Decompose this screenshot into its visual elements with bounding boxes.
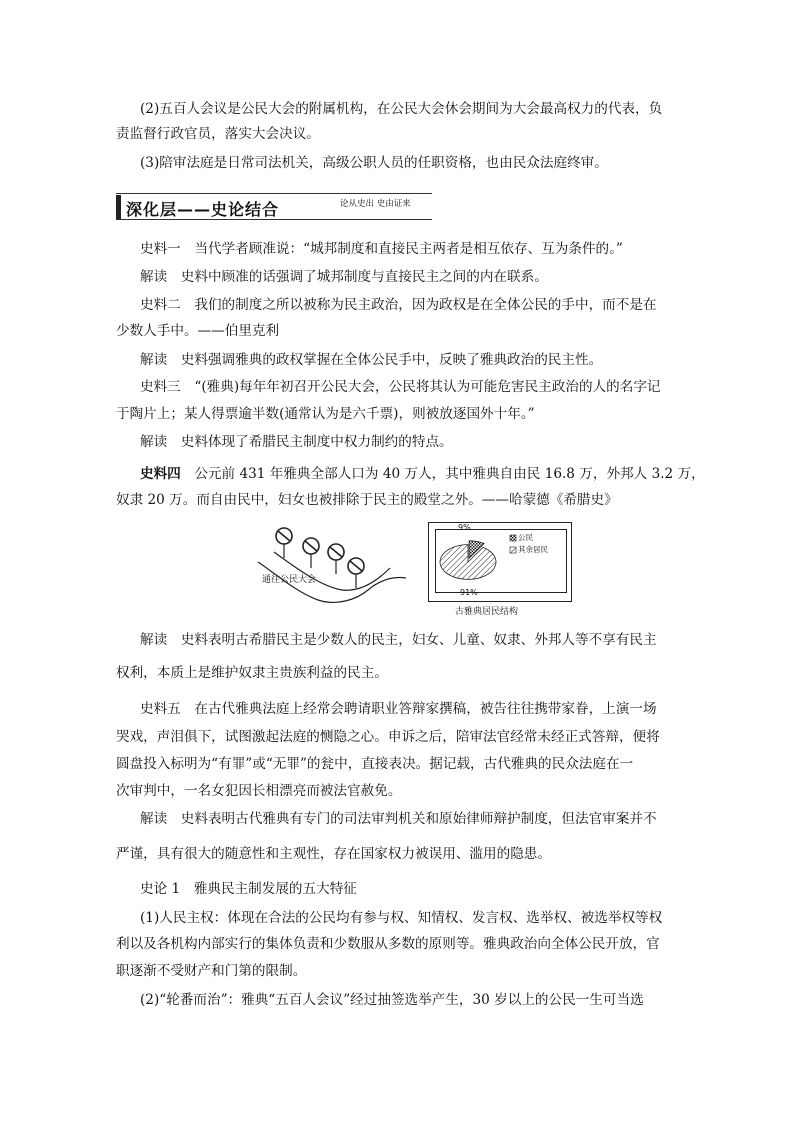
interpretation-5 [140,810,657,828]
data-label-small: 9% [458,523,471,532]
interpretation-text: 史料表明古希腊民主是少数人的民主，妇女、儿童、奴隶、外邦人等不享有民主 [167,632,657,648]
source-5 [140,700,657,718]
interpretation-4-cont: 权利，本质上是维护奴隶主贵族利益的民主。 [116,665,388,681]
section-title: 深化层——史论结合 [126,200,280,219]
thesis-item: (1)人民主权：体现在合法的公民均有参与权、知情权、发言权、选举权、被选举权等权 [140,910,663,926]
paragraph: (3)陪审法庭是日常司法机关，高级公职人员的任职资格，也由民众法庭终审。 [140,155,608,171]
pie-slice-other [440,545,496,580]
interpretation-label: 解读 [140,269,168,285]
source-label: 史料三 [140,379,181,395]
figure-caption: 通往公民大会 [262,575,317,585]
source-4-cont: 奴隶 20 万。而自由民中，妇女也被排除于民主的殿堂之外。——哈蒙德《希腊史》 [116,492,618,508]
legend-label-citizen: 公民 [518,533,533,542]
source-label: 史料五 [140,701,181,717]
section-header [116,193,432,223]
source-label: 史料二 [140,297,181,313]
assembly-illustration [256,522,416,614]
chart-title: 古雅典居民结构 [455,607,519,617]
source-4 [140,465,705,483]
legend-swatch-citizen [510,535,516,541]
prohibition-sign-icon [348,558,364,588]
interpretation-3 [140,433,453,451]
thesis-item: (2)“轮番而治”：雅典“五百人会议”经过抽签选举产生，30 岁以上的公民一生可当选 [140,992,644,1008]
interpretation-text: 史料表明古代雅典有专门的司法审判机关和原始律师辩护制度，但法官审案并不 [167,811,657,827]
legend-label-other: 其余居民 [518,545,548,554]
interpretation-text: 史料中顾准的话强调了城邦制度与直接民主之间的内在联系。 [167,269,548,285]
source-3-cont: 于陶片上；某人得票逾半数(通常认为是六千票)，则被放逐国外十年。” [116,406,535,422]
source-5-cont: 次审判中，一名女犯因长相漂亮而被法官赦免。 [116,783,402,799]
source-text: 我们的制度之所以被称为民主政治，因为政权是在全体公民的手中，而不是在 [180,297,657,313]
prohibition-sign-icon [328,544,344,574]
source-5-cont: 圆盘投入标明为“有罪”或“无罪”的瓮中，直接表决。据记载，古代雅典的民众法庭在一 [116,756,634,772]
paragraph: (2)五百人会议是公民大会的附属机构，在公民大会休会期间为大会最高权力的代表，负 [140,101,663,117]
source-text: 在古代雅典法庭上经常会聘请职业答辩家撰稿，被告往往携带家眷，上演一场 [180,701,657,717]
thesis-title: 雅典民主制发展的五大特征 [180,881,357,897]
interpretation-label: 解读 [140,811,168,827]
paragraph: 责监督行政官员，落实大会决议。 [116,126,320,142]
data-label-large: 91% [460,588,478,597]
thesis-label: 史论 1 [140,881,181,897]
prohibition-sign-icon [303,538,319,568]
interpretation-label: 解读 [140,352,168,368]
interpretation-label: 解读 [140,632,168,648]
thesis-item-cont: 职逐渐不受财产和门第的限制。 [116,963,307,979]
interpretation-2 [140,351,602,369]
divider [116,193,432,194]
interpretation-4 [140,631,657,649]
source-label: 史料四 [140,466,181,482]
source-3 [140,378,661,396]
interpretation-text: 史料强调雅典的政权掌握在全体公民手中，反映了雅典政治的民主性。 [167,352,603,368]
interpretation-1 [140,268,548,286]
thesis-1-heading [140,880,357,898]
pie-chart [428,522,570,600]
interpretation-5-cont: 严谨，具有很大的随意性和主观性，存在国家权力被误用、滥用的隐患。 [116,846,551,862]
divider [116,219,432,220]
source-text: 当代学者顾准说：“城邦制度和直接民主两者是相互依存、互为条件的。” [180,241,623,257]
prohibition-sign-icon [276,528,292,558]
source-2 [140,296,657,314]
source-label: 史料一 [140,241,181,257]
section-marker [116,195,121,219]
source-1 [140,240,623,258]
source-text: 公元前 431 年雅典全部人口为 40 万人，其中雅典自由民 16.8 万，外邦人 3.2 万， [180,466,705,482]
interpretation-label: 解读 [140,434,168,450]
source-2-cont: 少数人手中。——伯里克利 [116,323,280,339]
legend-swatch-other [510,547,516,553]
source-5-cont: 哭戏，声泪俱下，试图激起法庭的恻隐之心。申诉之后，陪审法官经常未经正式答辩，便将 [116,729,660,745]
thesis-item-cont: 利以及各机构内部实行的集体负责和少数服从多数的原则等。雅典政治向全体公民开放，官 [116,936,660,952]
section-subtitle: 论从史出 史由证来 [340,199,411,209]
source-text: “(雅典)每年年初召开公民大会，公民将其认为可能危害民主政治的人的名字记 [180,379,661,395]
interpretation-text: 史料体现了希腊民主制度中权力制约的特点。 [167,434,453,450]
